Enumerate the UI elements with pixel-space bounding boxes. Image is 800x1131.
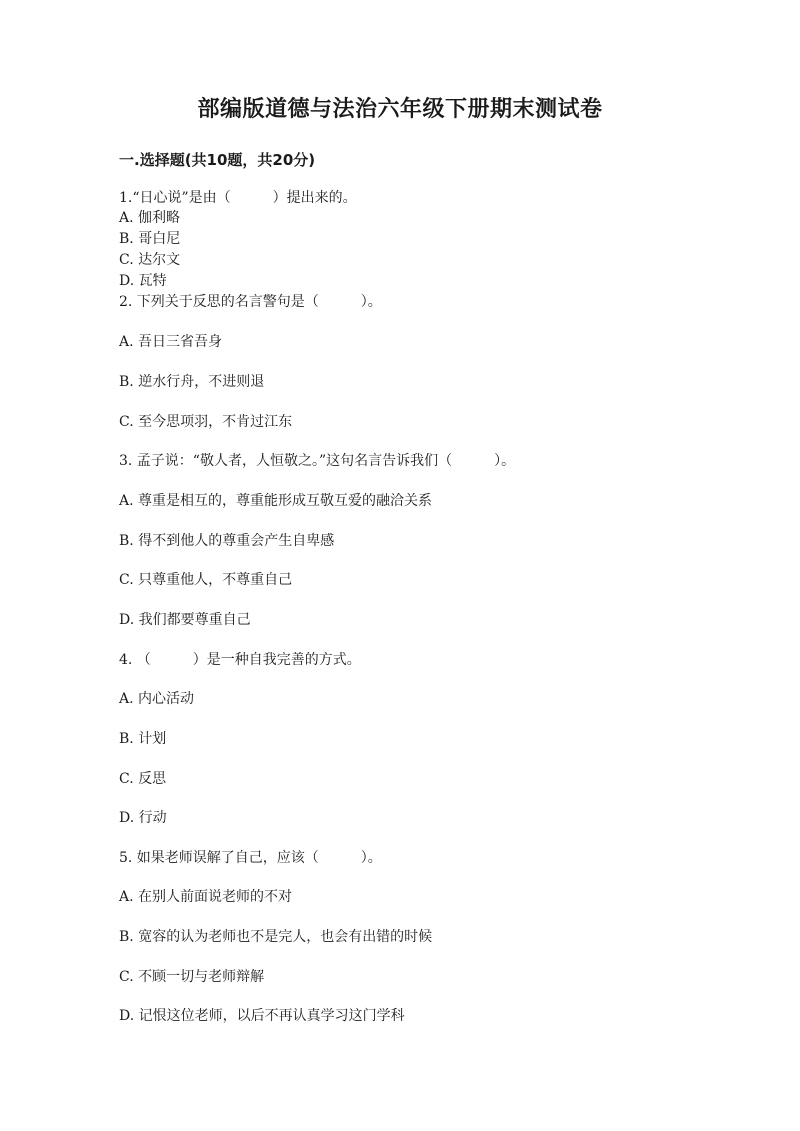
question-3-stem: 3. 孟子说：“敬人者，人恒敬之。”这句名言告诉我们（ ）。 — [119, 453, 516, 469]
question-3-option-c: C. 只尊重他人，不尊重自己 — [119, 572, 293, 588]
question-5-option-c: C. 不顾一切与老师辩解 — [119, 969, 265, 985]
question-5-option-b: B. 宽容的认为老师也不是完人，也会有出错的时候 — [119, 929, 433, 945]
question-1-option-b: B. 哥白尼 — [119, 231, 181, 247]
question-3-option-a: A. 尊重是相互的，尊重能形成互敬互爱的融洽关系 — [119, 493, 433, 509]
section-heading: 一.选择题(共10题，共20分) — [119, 151, 316, 169]
question-4-option-c: C. 反思 — [119, 771, 167, 787]
question-3-option-d: D. 我们都要尊重自己 — [119, 612, 251, 628]
question-5-option-d: D. 记恨这位老师，以后不再认真学习这门学科 — [119, 1008, 405, 1024]
question-5-option-a: A. 在别人前面说老师的不对 — [119, 889, 293, 905]
question-1-option-c: C. 达尔文 — [119, 252, 181, 268]
page-title: 部编版道德与法治六年级下册期末测试卷 — [197, 97, 603, 122]
question-1-option-a: A. 伽利略 — [119, 210, 181, 226]
question-4-option-d: D. 行动 — [119, 810, 167, 826]
question-5-stem: 5. 如果老师误解了自己，应该（ ）。 — [119, 850, 382, 866]
question-2-option-c: C. 至今思项羽，不肯过江东 — [119, 414, 293, 430]
question-1-stem: 1.“日心说”是由（ ）提出来的。 — [119, 190, 357, 206]
question-3-option-b: B. 得不到他人的尊重会产生自卑感 — [119, 533, 335, 549]
question-4-option-b: B. 计划 — [119, 731, 167, 747]
question-2-stem: 2. 下列关于反思的名言警句是（ ）。 — [119, 294, 382, 310]
question-2-option-b: B. 逆水行舟，不进则退 — [119, 374, 265, 390]
question-1-option-d: D. 瓦特 — [119, 273, 167, 289]
question-4-stem: 4. （ ）是一种自我完善的方式。 — [119, 652, 361, 668]
question-4-option-a: A. 内心活动 — [119, 691, 195, 707]
question-2-option-a: A. 吾日三省吾身 — [119, 334, 223, 350]
